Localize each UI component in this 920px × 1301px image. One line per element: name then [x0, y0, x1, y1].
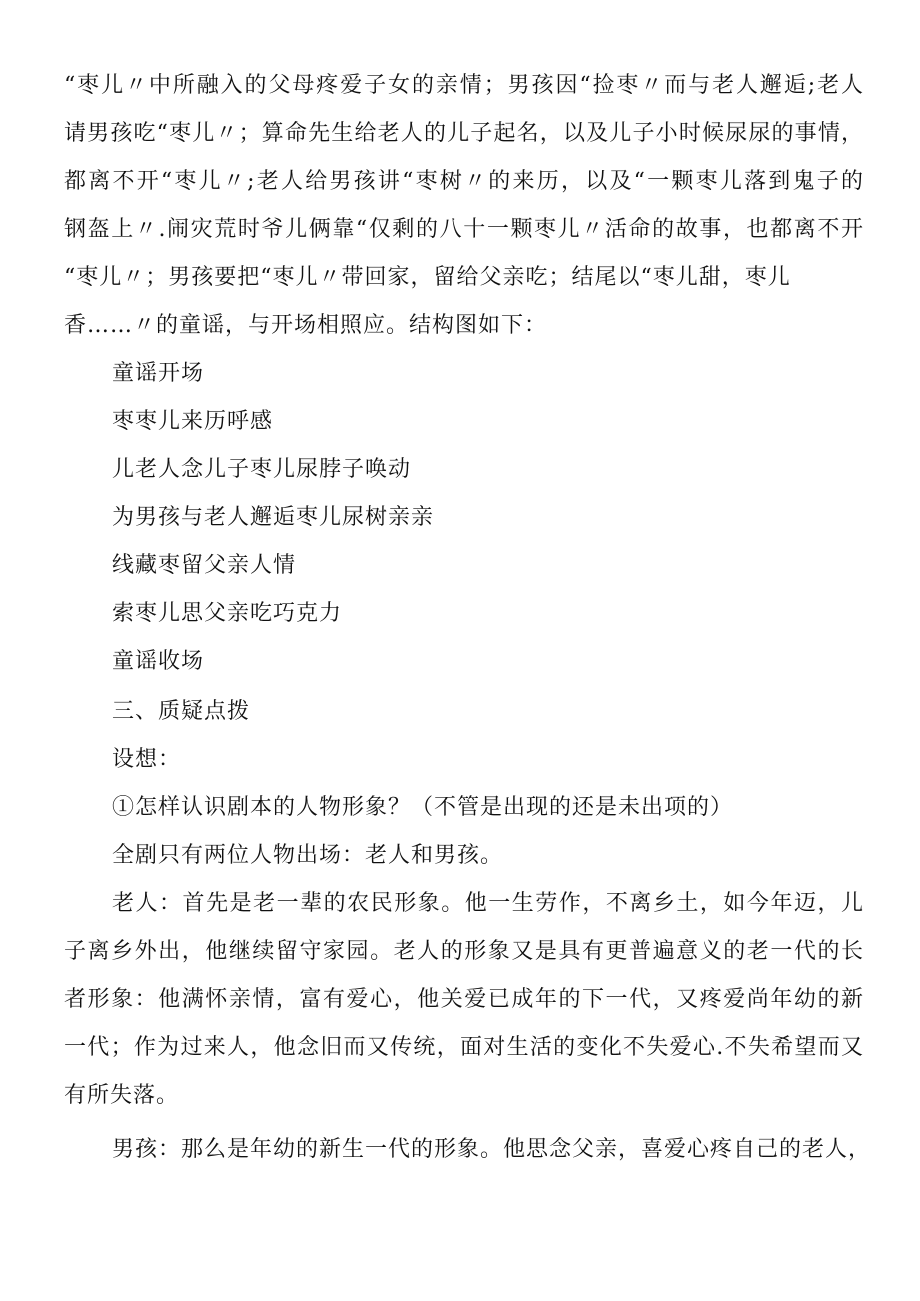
old-man-line: 者形象：他满怀亲情，富有爱心，他关爱已成年的下一代，又疼爱尚年幼的新 [64, 987, 864, 1012]
paragraph-line: 钢盔上〃.闹灾荒时爷儿俩靠“仅剩的八十一颗枣儿〃活命的故事，也都离不开 [64, 217, 864, 242]
paragraph-line: 香……〃的童谣，与开场相照应。结构图如下： [64, 313, 548, 338]
paragraph-line: 都离不开“枣儿〃;老人给男孩讲“枣树〃的来历，以及“一颗枣儿落到鬼子的 [64, 169, 864, 194]
structure-item: 童谣收场 [112, 649, 205, 674]
boy-line: 男孩：那么是年幼的新生一代的形象。他思念父亲，喜爱心疼自己的老人， [112, 1137, 872, 1162]
old-man-line: 子离乡外出，他继续留守家园。老人的形象又是具有更普遍意义的老一代的长 [64, 939, 864, 964]
old-man-line: 有所失落。 [64, 1083, 180, 1108]
old-man-line: 一代；作为过来人，他念旧而又传统，面对生活的变化不失爱心.不失希望而又 [64, 1035, 864, 1060]
structure-item: 儿老人念儿子枣儿尿脖子唤动 [112, 457, 412, 482]
structure-item: 线藏枣留父亲人情 [112, 553, 297, 578]
paragraph-line: “枣儿〃中所融入的父母疼爱子女的亲情；男孩因“捡枣〃而与老人邂逅;老人 [64, 73, 864, 98]
structure-item: 为男孩与老人邂逅枣儿尿树亲亲 [112, 505, 435, 530]
structure-item: 枣枣儿来历呼感 [112, 409, 274, 434]
structure-item: 索枣儿思父亲吃巧克力 [112, 601, 343, 626]
assume-label: 设想： [112, 747, 182, 772]
paragraph-line: “枣儿〃；男孩要把“枣儿〃带回家，留给父亲吃；结尾以“枣儿甜，枣儿 [64, 265, 791, 290]
section-title: 三、质疑点拨 [112, 699, 251, 724]
question-1: ①怎样认识剧本的人物形象？（不管是出现的还是未出项的） [112, 795, 734, 820]
paragraph-line: 请男孩吃“枣儿〃；算命先生给老人的儿子起名，以及儿子小时候尿尿的事情， [64, 121, 864, 146]
old-man-line: 老人：首先是老一辈的农民形象。他一生劳作，不离乡土，如今年迈，儿 [112, 891, 864, 916]
structure-item: 童谣开场 [112, 361, 205, 386]
characters-intro: 全剧只有两位人物出场：老人和男孩。 [112, 843, 504, 868]
